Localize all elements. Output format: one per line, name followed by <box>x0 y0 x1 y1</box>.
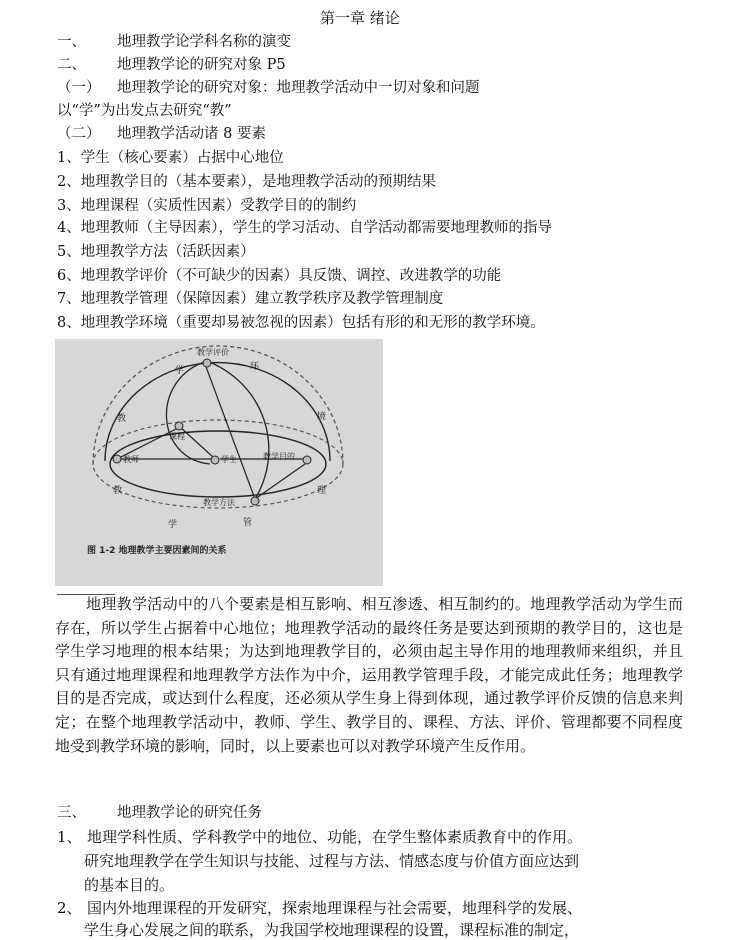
label-curriculum: 课程 <box>169 432 185 441</box>
body-paragraph: 地理教学活动中的八个要素是相互影响、相互渗透、相互制约的。地理教学活动为学生而存在，所以学生占据着中心地位；地理教学活动的最终任务是要达到预期的教学目的，这也是学生学习地理的根本结果；为达到地理教学目的，必须由起主导作用的地理教师来组织，并且只有通过地理课程和地理教学方法作为中介，运用教学管理手段，才能完成此任务；地理教学目的是否完成，或达到什么程度，还必须从学生身上得到体现，通过教学评价反馈的信息来判定；在整个地理教学活动中，教师、学生、教学目的、课程、方法、评价、管理都要不同程度地受到教学环境的影响，同时，以上要素也可以对教学环境产生反作用。 <box>55 595 683 755</box>
chapter-title: 第一章 绪论 <box>320 9 400 27</box>
node-curriculum <box>175 422 183 430</box>
section-2-note: 以“学”为出发点去研究“教” <box>57 103 232 119</box>
task-item-line: 研究地理教学在学生知识与技能、过程与方法、情感态度与价值方面应达到 <box>84 852 580 870</box>
figure-caption: 图 1-2 地理教学主要因素间的关系 <box>87 546 227 556</box>
base-ellipse <box>110 431 326 497</box>
env-char: 学 <box>168 520 178 530</box>
figure-diagram <box>55 339 383 586</box>
task-item: 1、 地理学科性质、学科教学中的地位、功能，在学生整体素质教育中的作用。 <box>57 828 583 846</box>
section-1: 一、 地理教学论学科名称的演变 <box>57 34 291 50</box>
node-method <box>251 497 259 505</box>
method-goal-line <box>255 464 305 499</box>
element-item: 6、地理教学评价（不可缺少的因素）具反馈、调控、改进教学的功能 <box>57 268 502 284</box>
label-student: 学生 <box>221 455 237 464</box>
task-item-line: 的基本目的。 <box>84 876 175 894</box>
env-char: 环 <box>250 362 260 372</box>
section-2-sub-2: （二） 地理教学活动诸 8 要素 <box>57 126 266 142</box>
env-char: 境 <box>317 412 327 422</box>
env-char: 学 <box>175 366 185 376</box>
element-item: 7、地理教学管理（保障因素）建立教学秩序及教学管理制度 <box>57 291 444 307</box>
section-2-sub-1: （一） 地理教学论的研究对象：地理教学活动中一切对象和问题 <box>57 80 480 96</box>
env-char: 管 <box>243 518 253 528</box>
env-char: 理 <box>317 486 327 496</box>
label-method: 教学方法 <box>203 498 235 507</box>
element-item: 8、地理教学环境（重要却易被忽视的因素）包括有形的和无形的教学环境。 <box>57 315 545 331</box>
node-goal <box>303 456 311 464</box>
figure-element-relations <box>55 339 383 586</box>
element-item: 5、地理教学方法（活跃因素） <box>57 244 255 260</box>
section-3: 三、 地理教学论的研究任务 <box>57 805 262 821</box>
label-evaluation: 教学评价 <box>197 348 229 357</box>
node-teacher <box>113 455 121 463</box>
task-item: 2、 国内外地理课程的开发研究，探索地理课程与社会需要，地理科学的发展、 <box>57 899 583 917</box>
task-item-line: 学生身心发展之间的联系，为我国学校地理课程的设置，课程标准的制定， <box>84 921 580 939</box>
node-evaluation <box>203 359 211 367</box>
env-char: 教 <box>113 486 123 496</box>
meridian-right <box>207 361 269 499</box>
element-item: 3、地理课程（实质性因素）受教学目的的制约 <box>57 198 357 214</box>
label-goal: 教学目的 <box>263 452 295 461</box>
env-char: 教 <box>117 414 127 424</box>
label-teacher: 教师 <box>123 455 139 464</box>
element-item: 1、学生（核心要素）占据中心地位 <box>57 150 284 166</box>
inner-dome-arc <box>105 363 330 461</box>
hemisphere-arc <box>93 346 343 464</box>
section-2: 二、 地理教学论的研究对象 P5 <box>57 57 286 73</box>
node-student <box>211 456 219 464</box>
element-item: 4、地理教师（主导因素），学生的学习活动、自学活动都需要地理教师的指导 <box>57 220 552 236</box>
element-item: 2、地理教学目的（基本要素），是地理教学活动的预期结果 <box>57 174 436 190</box>
